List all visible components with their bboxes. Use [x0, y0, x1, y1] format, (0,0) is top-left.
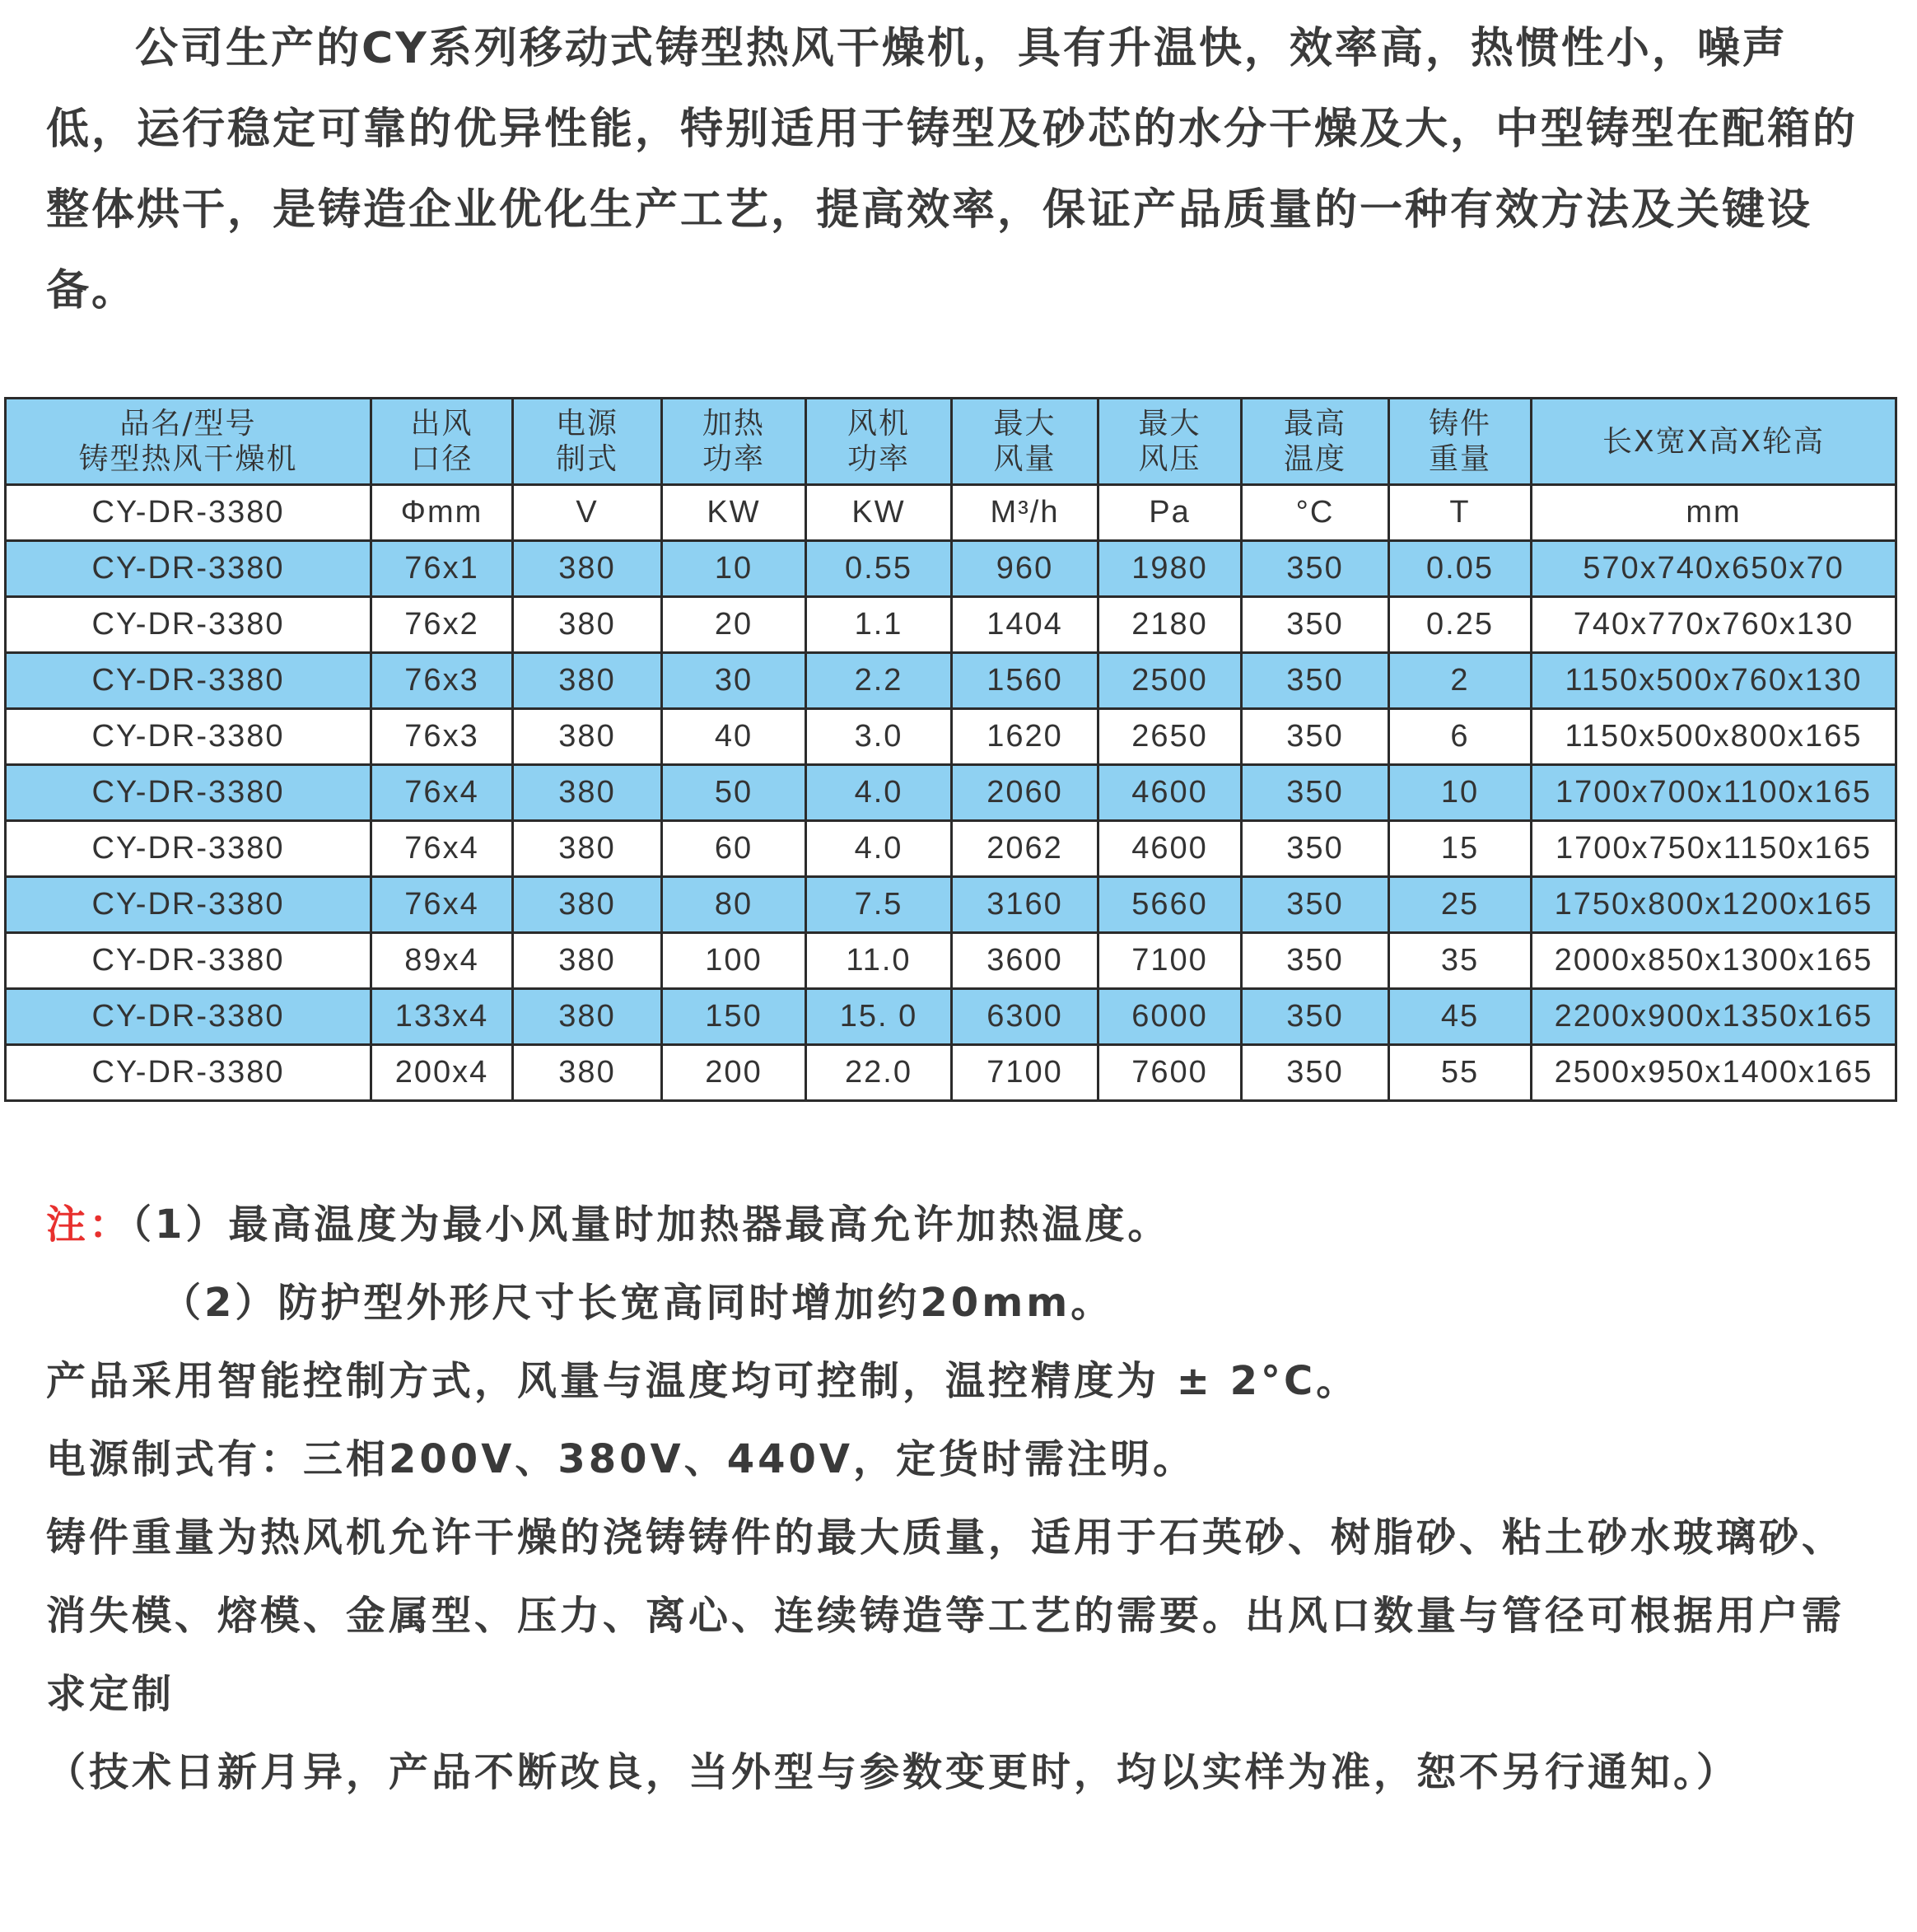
unit-cell: Pa — [1098, 485, 1242, 541]
table-cell: 350 — [1242, 989, 1389, 1045]
unit-cell: M³/h — [952, 485, 1098, 541]
table-cell: 35 — [1389, 933, 1532, 989]
table-cell: 100 — [662, 933, 806, 989]
table-cell: 380 — [513, 597, 662, 653]
table-cell: 380 — [513, 933, 662, 989]
table-cell: 2650 — [1098, 709, 1242, 765]
table-cell: 89x4 — [371, 933, 513, 989]
table-row — [6, 597, 1896, 653]
table-cell: CY-DR-3380 — [6, 933, 371, 989]
table-cell: 4600 — [1098, 765, 1242, 821]
table-cell: 2180 — [1098, 597, 1242, 653]
table-cell: CY-DR-3380 — [6, 877, 371, 933]
table-row — [6, 821, 1896, 877]
table-cell: 2.2 — [806, 653, 952, 709]
table-cell: 350 — [1242, 709, 1389, 765]
table-cell: 2062 — [952, 821, 1098, 877]
table-cell: 60 — [662, 821, 806, 877]
table-cell: 15 — [1389, 821, 1532, 877]
table-cell: 0.55 — [806, 541, 952, 597]
table-cell: 1404 — [952, 597, 1098, 653]
table-cell: CY-DR-3380 — [6, 821, 371, 877]
table-cell: 6000 — [1098, 989, 1242, 1045]
unit-cell: V — [513, 485, 662, 541]
table-cell: 15. 0 — [806, 989, 952, 1045]
table-row — [6, 933, 1896, 989]
table-cell: 2 — [1389, 653, 1532, 709]
table-cell: 380 — [513, 989, 662, 1045]
table-cell: 1700x700x1100x165 — [1532, 765, 1896, 821]
table-cell: 1700x750x1150x165 — [1532, 821, 1896, 877]
table-cell: CY-DR-3380 — [6, 597, 371, 653]
table-cell: 6 — [1389, 709, 1532, 765]
intro-paragraph: 公司生产的CY系列移动式铸型热风干燥机，具有升温快，效率高，热惯性小，噪声低，运行稳定可靠的优异性能，特别适用于铸型及砂芯的水分干燥及大，中型铸型在配箱的整体烘干，是铸造企业优化生产工艺，提高效率，保证产品质量的一种有效方法及关键设备。 — [46, 24, 1859, 315]
table-cell: 2060 — [952, 765, 1098, 821]
disclaimer-note: （技术日新月异，产品不断改良，当外型与参数变更时，均以实样为准，恕不另行通知。） — [46, 1749, 1740, 1795]
table-cell: 1750x800x1200x165 — [1532, 877, 1896, 933]
table-unit-row — [6, 485, 1896, 541]
table-cell: 0.25 — [1389, 597, 1532, 653]
table-cell: 76x2 — [371, 597, 513, 653]
header-max-airflow: 最大 风量 — [952, 399, 1098, 485]
table-cell: 350 — [1242, 765, 1389, 821]
note-1: 注：（1）最高温度为最小风量时加热器最高允许加热温度。 — [46, 1202, 1171, 1248]
note-2: （2）防护型外形尺寸长宽高同时增加约20mm。 — [161, 1280, 1114, 1326]
table-cell: 2200x900x1350x165 — [1532, 989, 1896, 1045]
table-header-row — [6, 399, 1896, 485]
table-cell: 1560 — [952, 653, 1098, 709]
table-cell: CY-DR-3380 — [6, 709, 371, 765]
power-note: 电源制式有：三相200V、380V、440V，定货时需注明。 — [46, 1436, 1196, 1482]
spec-table — [4, 397, 1897, 1102]
table-cell: 76x3 — [371, 653, 513, 709]
table-cell: 22.0 — [806, 1045, 952, 1101]
weight-note: 铸件重量为热风机允许干燥的浇铸铸件的最大质量，适用于石英砂、树脂砂、粘土砂水玻璃砂、消失模、熔模、金属型、压力、离心、连续铸造等工艺的需要。出风口数量与管径可根据用户需求定制 — [46, 1514, 1845, 1717]
header-casting-weight: 铸件 重量 — [1389, 399, 1532, 485]
table-cell: 76x4 — [371, 877, 513, 933]
unit-cell: CY-DR-3380 — [6, 485, 371, 541]
table-cell: 2500 — [1098, 653, 1242, 709]
table-cell: CY-DR-3380 — [6, 541, 371, 597]
table-cell: 5660 — [1098, 877, 1242, 933]
table-cell: 11.0 — [806, 933, 952, 989]
table-cell: 200 — [662, 1045, 806, 1101]
table-row — [6, 709, 1896, 765]
table-cell: 3.0 — [806, 709, 952, 765]
table-cell: 40 — [662, 709, 806, 765]
table-cell: 380 — [513, 821, 662, 877]
table-cell: 380 — [513, 709, 662, 765]
control-note: 产品采用智能控制方式，风量与温度均可控制，温控精度为 ± 2°C。 — [46, 1358, 1360, 1404]
table-cell: 350 — [1242, 597, 1389, 653]
table-cell: 76x1 — [371, 541, 513, 597]
table-cell: 25 — [1389, 877, 1532, 933]
table-cell: 350 — [1242, 877, 1389, 933]
table-cell: 4.0 — [806, 765, 952, 821]
notes-section — [46, 1186, 1874, 1812]
header-outlet-diameter: 出风 口径 — [371, 399, 513, 485]
table-cell: 350 — [1242, 653, 1389, 709]
table-cell: 960 — [952, 541, 1098, 597]
table-cell: 55 — [1389, 1045, 1532, 1101]
unit-cell: °C — [1242, 485, 1389, 541]
table-cell: 45 — [1389, 989, 1532, 1045]
header-max-temperature: 最高 温度 — [1242, 399, 1389, 485]
table-cell: 1150x500x760x130 — [1532, 653, 1896, 709]
unit-cell: Φmm — [371, 485, 513, 541]
header-power-supply: 电源 制式 — [513, 399, 662, 485]
table-row — [6, 877, 1896, 933]
table-cell: 7100 — [952, 1045, 1098, 1101]
table-cell: 1150x500x800x165 — [1532, 709, 1896, 765]
unit-cell: KW — [806, 485, 952, 541]
table-cell: 0.05 — [1389, 541, 1532, 597]
table-cell: 2000x850x1300x165 — [1532, 933, 1896, 989]
table-row — [6, 653, 1896, 709]
table-row — [6, 1045, 1896, 1101]
table-cell: 350 — [1242, 1045, 1389, 1101]
header-max-pressure: 最大 风压 — [1098, 399, 1242, 485]
table-cell: 3600 — [952, 933, 1098, 989]
header-dimensions: 长X宽X高X轮高 — [1532, 399, 1896, 485]
table-row — [6, 765, 1896, 821]
unit-cell: T — [1389, 485, 1532, 541]
table-cell: 30 — [662, 653, 806, 709]
table-row — [6, 989, 1896, 1045]
table-cell: 6300 — [952, 989, 1098, 1045]
table-cell: 76x3 — [371, 709, 513, 765]
table-cell: 380 — [513, 1045, 662, 1101]
table-cell: CY-DR-3380 — [6, 765, 371, 821]
table-cell: 380 — [513, 877, 662, 933]
table-cell: 7.5 — [806, 877, 952, 933]
table-cell: 380 — [513, 653, 662, 709]
table-cell: 50 — [662, 765, 806, 821]
table-cell: 4.0 — [806, 821, 952, 877]
table-cell: 350 — [1242, 541, 1389, 597]
table-cell: CY-DR-3380 — [6, 1045, 371, 1101]
table-cell: 20 — [662, 597, 806, 653]
table-cell: 10 — [662, 541, 806, 597]
unit-cell: KW — [662, 485, 806, 541]
note-label: 注： — [46, 1202, 133, 1248]
header-fan-power: 风机 功率 — [806, 399, 952, 485]
table-cell: 200x4 — [371, 1045, 513, 1101]
table-cell: 150 — [662, 989, 806, 1045]
table-cell: 2500x950x1400x165 — [1532, 1045, 1896, 1101]
table-cell: 7600 — [1098, 1045, 1242, 1101]
table-cell: 740x770x760x130 — [1532, 597, 1896, 653]
table-cell: 7100 — [1098, 933, 1242, 989]
table-cell: 3160 — [952, 877, 1098, 933]
table-cell: 4600 — [1098, 821, 1242, 877]
table-cell: 1980 — [1098, 541, 1242, 597]
table-cell: 570x740x650x70 — [1532, 541, 1896, 597]
header-model: 品名/型号 铸型热风干燥机 — [6, 399, 371, 485]
table-cell: 76x4 — [371, 765, 513, 821]
table-row — [6, 541, 1896, 597]
table-cell: 1620 — [952, 709, 1098, 765]
table-cell: 10 — [1389, 765, 1532, 821]
table-cell: 76x4 — [371, 821, 513, 877]
table-cell: 80 — [662, 877, 806, 933]
table-cell: 380 — [513, 765, 662, 821]
table-cell: 1.1 — [806, 597, 952, 653]
table-cell: 350 — [1242, 821, 1389, 877]
table-cell: 350 — [1242, 933, 1389, 989]
table-cell: CY-DR-3380 — [6, 989, 371, 1045]
header-heating-power: 加热 功率 — [662, 399, 806, 485]
table-cell: CY-DR-3380 — [6, 653, 371, 709]
unit-cell: mm — [1532, 485, 1896, 541]
table-cell: 380 — [513, 541, 662, 597]
table-cell: 133x4 — [371, 989, 513, 1045]
